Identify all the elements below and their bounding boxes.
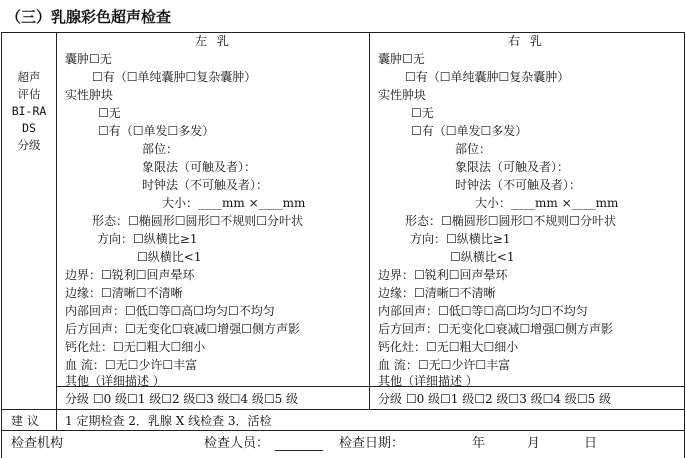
form-line: 实性肿块 [65, 88, 114, 102]
examiner-blank [275, 438, 323, 451]
form-line: 形态：☐椭圆形☐圆形☐不规则☐分叶状 [92, 214, 304, 228]
form-line: 边缘：☐清晰☐不清晰 [65, 286, 183, 300]
side-label-line: BI-RA [11, 104, 47, 118]
advice-label: 建 议 [11, 414, 39, 428]
side-label-line: 超声 [17, 70, 41, 84]
form-line: 象限法（可触及者）： [455, 160, 570, 174]
left-breast-header: 左 乳 [195, 34, 232, 48]
side-label-line: DS [22, 121, 36, 135]
right-breast-header: 右 乳 [508, 34, 545, 48]
form-line: 大小：____mm ×____mm [475, 196, 619, 210]
section-title: （三）乳腺彩色超声检查 [6, 8, 172, 26]
report-table [1, 32, 685, 458]
date-day: 日 [584, 436, 598, 451]
form-line: 方向：☐纵横比≥1 [97, 232, 198, 246]
advice-text: 1 定期检查 2．乳腺 X 线检查 3．活检 [65, 414, 272, 428]
form-line: 大小：____mm ×____mm [162, 196, 306, 210]
form-line: 后方回声：☐无变化☐衰减☐增强☐侧方声影 [378, 322, 614, 336]
side-label-line: 分级 [17, 138, 41, 152]
form-line: 时钟法（不可触及者）： [142, 178, 269, 192]
form-line: ☐无 [98, 106, 121, 120]
form-line: 其他（详细描述 ） [378, 374, 478, 388]
form-line: 边界：☐锐利☐回声晕环 [378, 268, 508, 282]
form-line: 钙化灶：☐无☐粗大☐细小 [378, 340, 519, 354]
form-line: 后方回声：☐无变化☐衰减☐增强☐侧方声影 [65, 322, 301, 336]
form-line: 形态：☐椭圆形☐圆形☐不规则☐分叶状 [405, 214, 617, 228]
form-line: 内部回声：☐低☐等☐高☐均匀☐不均匀 [65, 304, 275, 318]
date-year: 年 [472, 436, 486, 451]
exam-date-label: 检查日期： [339, 436, 405, 451]
form-line: 部位： [455, 142, 492, 156]
form-line: ☐纵横比<1 [450, 250, 515, 264]
form-line: 边界：☐锐利☐回声晕环 [65, 268, 195, 282]
form-line: 血 流：☐无☐少许☐丰富 [65, 358, 198, 372]
form-line: 实性肿块 [378, 88, 427, 102]
examiner-label: 检查人员： [204, 436, 270, 451]
exam-org-label: 检查机构 [11, 436, 64, 451]
side-label-line: 评估 [17, 87, 41, 101]
form-line: ☐有（☐单发☐多发） [98, 124, 215, 138]
side-label [9, 69, 49, 154]
form-line: 边缘：☐清晰☐不清晰 [378, 286, 496, 300]
form-line: 囊肿☐无 [65, 52, 112, 66]
form-line: 部位： [142, 142, 179, 156]
form-line: 内部回声：☐低☐等☐高☐均匀☐不均匀 [378, 304, 588, 318]
form-line: ☐有（☐单发☐多发） [411, 124, 528, 138]
grade-line: 分级 ☐0 级☐1 级☐2 级☐3 级☐4 级☐5 级 [65, 392, 299, 406]
grade-line: 分级 ☐0 级☐1 级☐2 级☐3 级☐4 级☐5 级 [378, 392, 612, 406]
form-line: ☐有（☐单纯囊肿☐复杂囊肿） [405, 70, 570, 84]
form-line: ☐纵横比<1 [137, 250, 202, 264]
form-line: ☐有（☐单纯囊肿☐复杂囊肿） [92, 70, 257, 84]
date-month: 月 [527, 436, 541, 451]
form-line: 钙化灶：☐无☐粗大☐细小 [65, 340, 206, 354]
form-line: 时钟法（不可触及者）： [455, 178, 582, 192]
form-line: 其他（详细描述 ） [65, 374, 165, 388]
form-line: 血 流：☐无☐少许☐丰富 [378, 358, 511, 372]
form-line: 象限法（可触及者）： [142, 160, 257, 174]
form-line: 方向：☐纵横比≥1 [410, 232, 511, 246]
form-line: ☐无 [411, 106, 434, 120]
form-line: 囊肿☐无 [378, 52, 425, 66]
